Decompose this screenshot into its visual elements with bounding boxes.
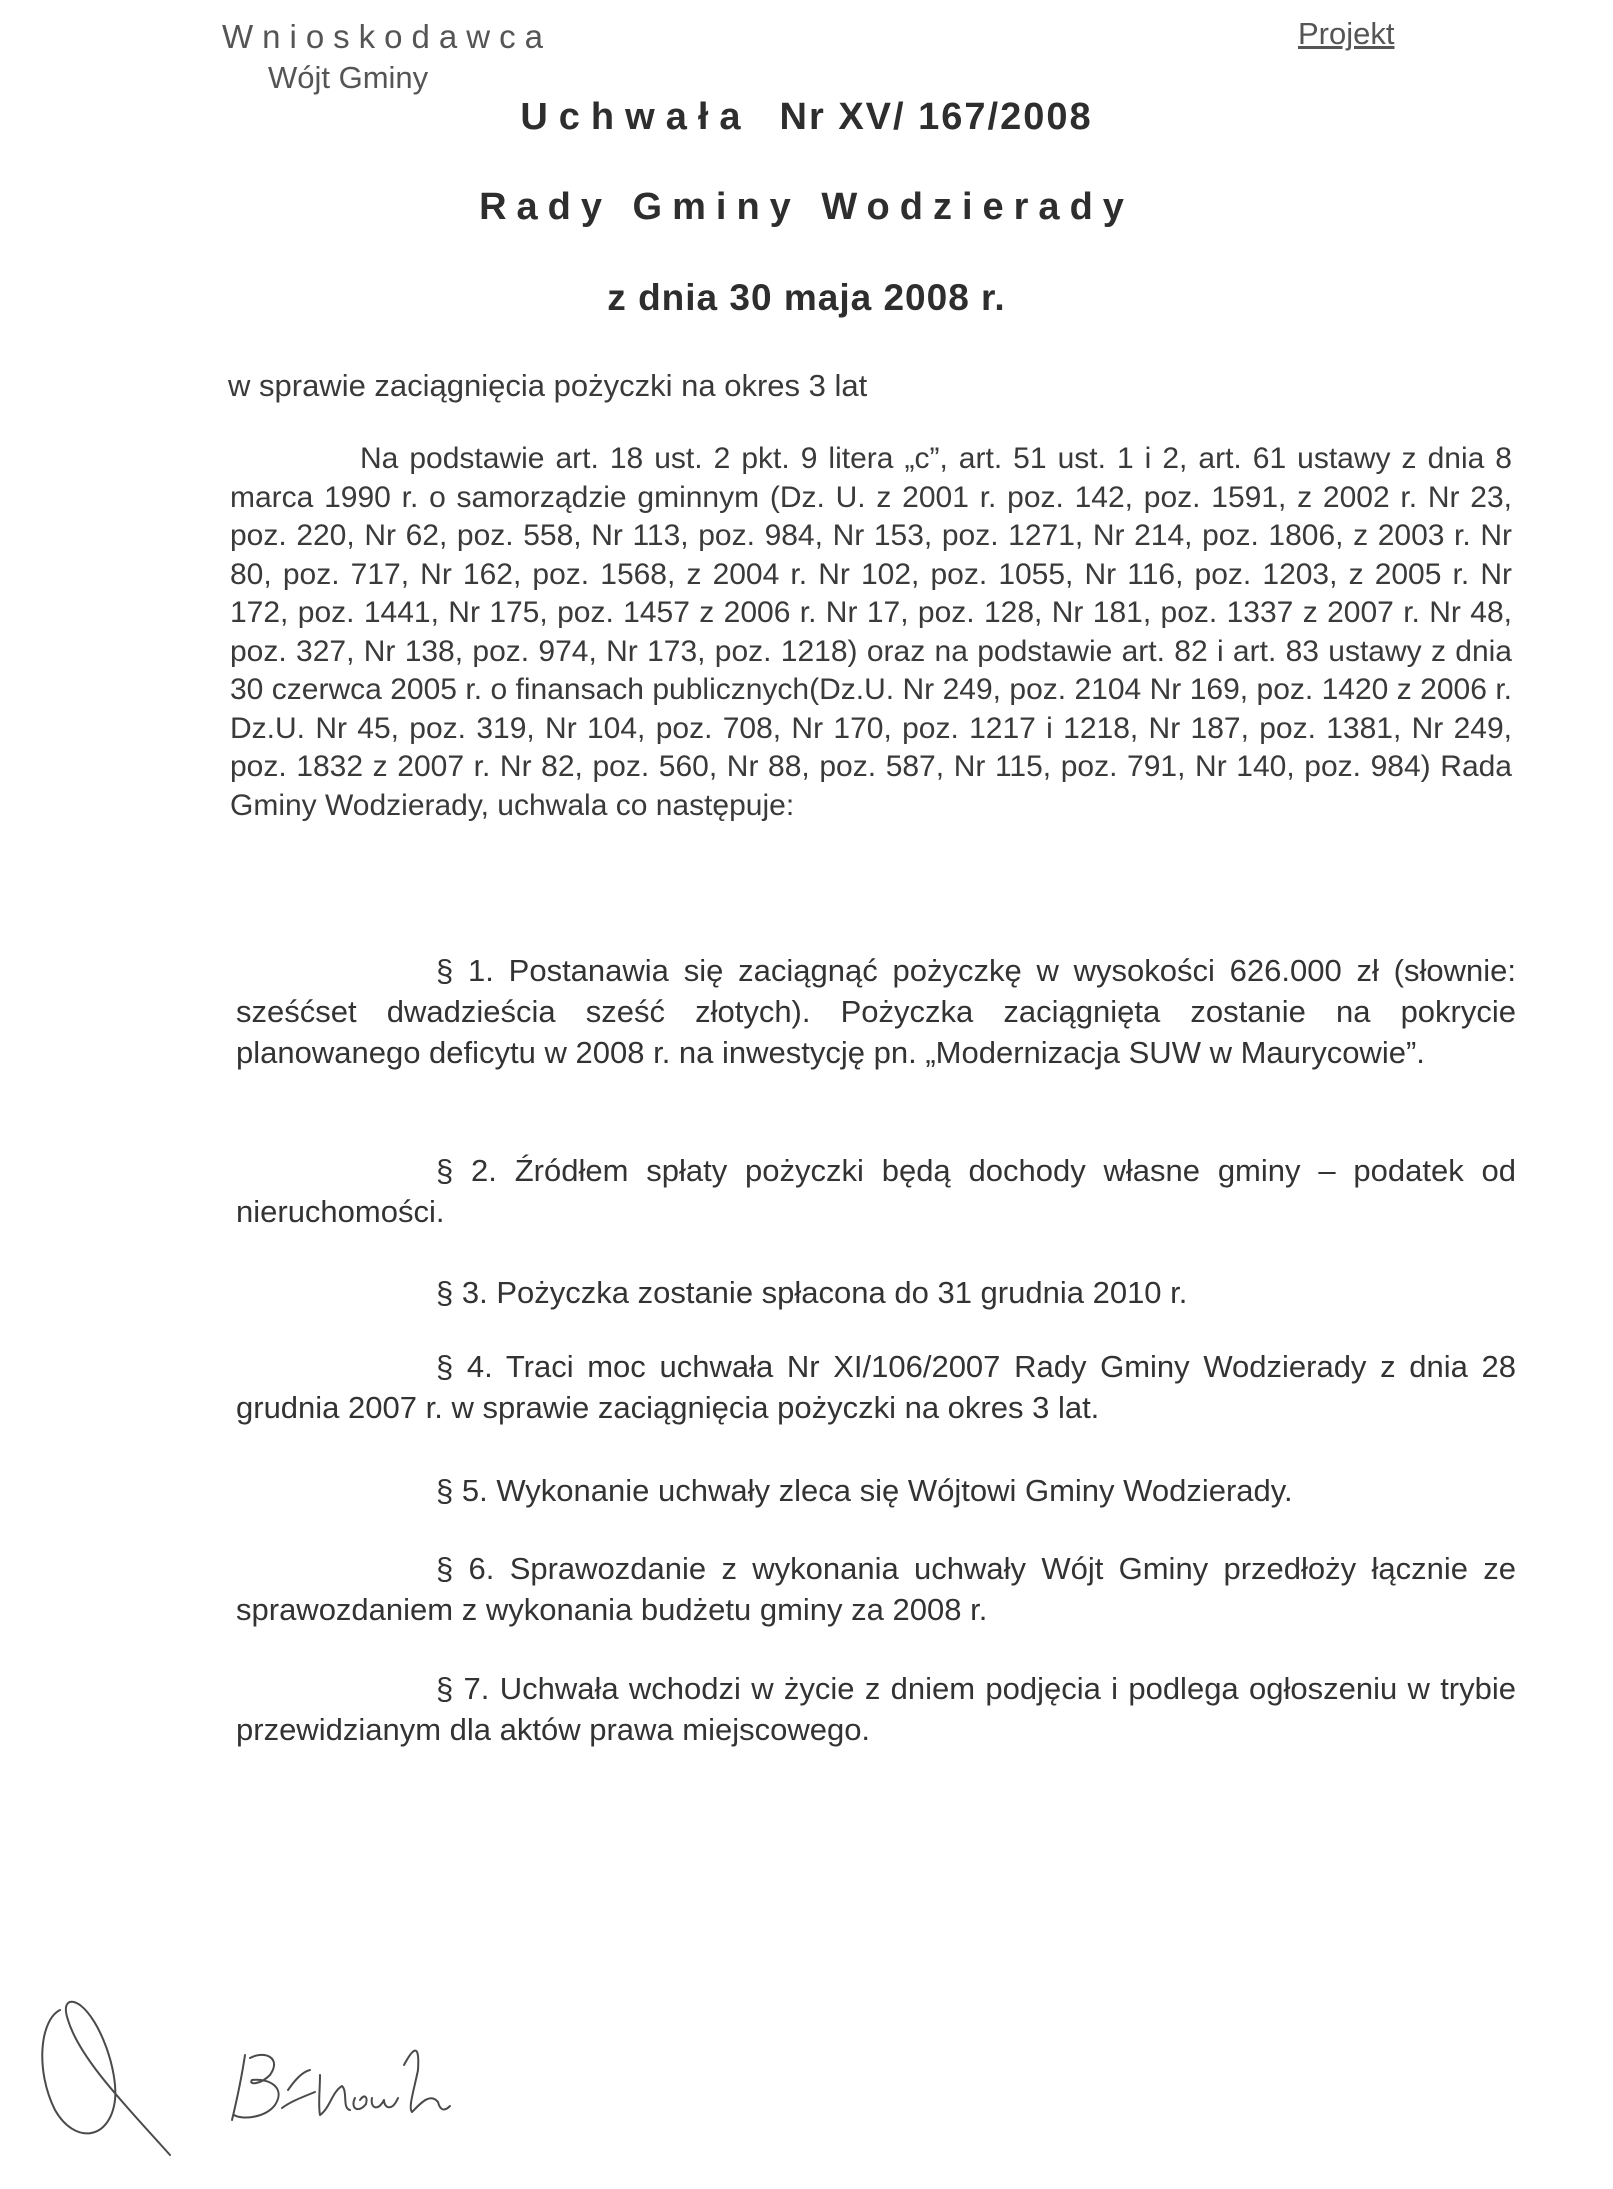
resolution-number: Nr XV/ 167/2008 [779, 96, 1093, 138]
paragraph-6: § 6. Sprawozdanie z wykonania uchwały Wójt Gminy przedłoży łącznie ze sprawozdaniem z wykonania budżetu gminy za 2008 r. [236, 1551, 1516, 1627]
council-name: Rady Gminy Wodzierady [479, 186, 1134, 228]
paragraph-2: § 2. Źródłem spłaty pożyczki będą dochody własne gminy – podatek od nieruchomości. [236, 1153, 1516, 1229]
legal-basis-preamble: Na podstawie art. 18 ust. 2 pkt. 9 litera „c”, art. 51 ust. 1 i 2, art. 61 ustawy z dnia 8 marca 1990 r. o samorządzie gminnym (Dz. U. z 2001 r. poz. 142, poz. 1591, z 2002 r. Nr 23, poz. 220, Nr 62, poz. 558, Nr 113, poz. 984, Nr 153, poz. 1271, Nr 214, poz. 1806, z 2003 r. Nr 80, poz. 717, Nr 162, poz. 1568, z 2004 r. Nr 102, poz. 1055, Nr 116, poz. 1203, z 2005 r. Nr 172, poz. 1441, Nr 175, poz. 1457 z 2006 r. Nr 17, poz. 128, Nr 181, poz. 1337 z 2007 r. Nr 48, poz. 327, Nr 138, poz. 974, Nr 173, poz. 1218) oraz na podstawie art. 82 i art. 83 ustawy z dnia 30 czerwca 2005 r. o finansach publicznych(Dz.U. Nr 249, poz. 2104 Nr 169, poz. 1420 z 2006 r. Dz.U. Nr 45, poz. 319, Nr 104, poz. 708, Nr 170, poz. 1217 i 1218, Nr 187, poz. 1381, Nr 249, poz. 1832 z 2007 r. Nr 82, poz. 560, Nr 88, poz. 587, Nr 115, poz. 791, Nr 140, poz. 984) Rada Gminy Wodzierady, uchwala co następuje: [230, 442, 1512, 822]
applicant-name: Wójt Gminy [268, 60, 429, 95]
paragraph-1: § 1. Postanawia się zaciągnąć pożyczkę w wysokości 626.000 zł (słownie: sześćset dwadzieścia sześć złotych). Pożyczka zaciągnięta zostanie na pokrycie planowanego deficytu w 2008 r. na inwestycję pn. „Modernizacja SUW w Maurycowie”. [236, 953, 1516, 1070]
handwritten-signature [20, 1980, 460, 2170]
draft-label: Projekt [1298, 16, 1395, 51]
resolution-subject: w sprawie zaciągnięcia pożyczki na okres 3 lat [228, 368, 868, 403]
applicant-label: Wnioskodawca [222, 18, 552, 55]
resolution-title [0, 96, 1613, 139]
resolution-date: z dnia 30 maja 2008 r. [607, 277, 1006, 318]
paragraph-7: § 7. Uchwała wchodzi w życie z dniem podjęcia i podlega ogłoszeniu w trybie przewidzianym dla aktów prawa miejscowego. [236, 1671, 1516, 1747]
resolution-word: Uchwała [520, 96, 752, 138]
paragraph-5: § 5. Wykonanie uchwały zleca się Wójtowi Gminy Wodzierady. [436, 1473, 1293, 1508]
paragraph-4: § 4. Traci moc uchwała Nr XI/106/2007 Rady Gminy Wodzierady z dnia 28 grudnia 2007 r. w sprawie zaciągnięcia pożyczki na okres 3 lat. [236, 1349, 1516, 1425]
paragraph-3: § 3. Pożyczka zostanie spłacona do 31 grudnia 2010 r. [436, 1275, 1188, 1310]
